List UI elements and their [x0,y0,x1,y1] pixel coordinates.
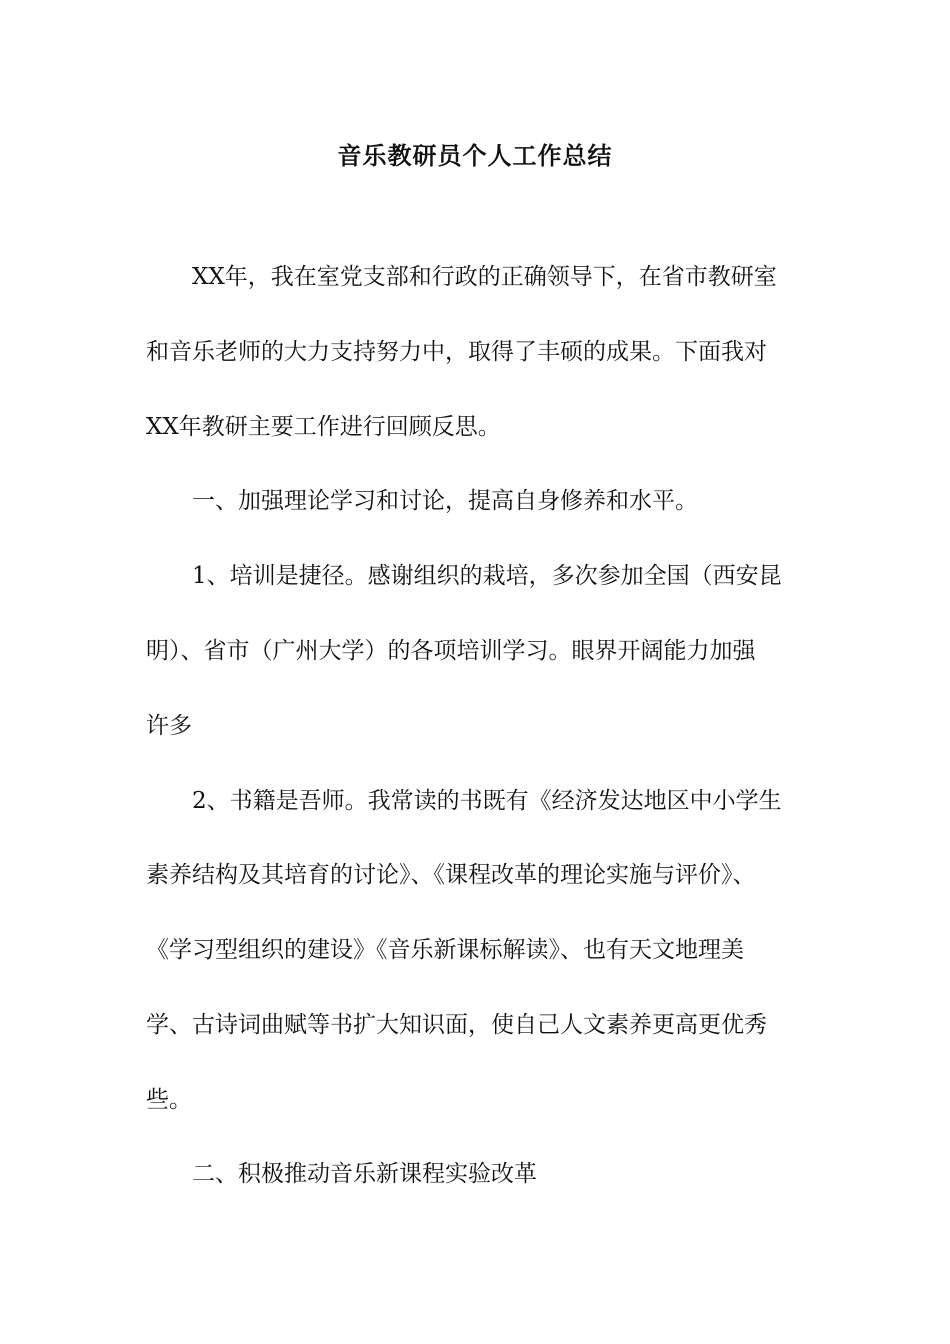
paragraph-line: 学、古诗词曲赋等书扩大知识面，使自己人文素养更高更优秀 [146,1012,767,1038]
paragraph-line: 1、培训是捷径。感谢组织的栽培，多次参加全国（西安昆 [192,563,782,589]
paragraph-line: 明）、省市（广州大学）的各项培训学习。眼界开阔能力加强 [146,638,756,664]
paragraph-line: XX年教研主要工作进行回顾反思。 [146,414,501,440]
section-heading: 一、加强理论学习和讨论，提高自身修养和水平。 [192,488,698,514]
paragraph-line: 2、书籍是吾师。我常读的书既有《经济发达地区中小学生 [192,788,782,814]
document-title: 音乐教研员个人工作总结 [337,141,613,170]
paragraph-line: 素养结构及其培育的讨论》、《课程改革的理论实施与评价》、 [146,862,756,888]
section-heading: 二、积极推动音乐新课程实验改革 [192,1161,537,1187]
paragraph-line: 《学习型组织的建设》《音乐新课标解读》、也有天文地理美 [146,937,744,963]
paragraph-line: 些。 [146,1087,192,1113]
paragraph-line: 许多 [146,713,192,739]
paragraph-line: 和音乐老师的大力支持努力中，取得了丰硕的成果。下面我对 [146,339,767,365]
paragraph-line: XX年，我在室党支部和行政的正确领导下，在省市教研室 [192,264,777,290]
